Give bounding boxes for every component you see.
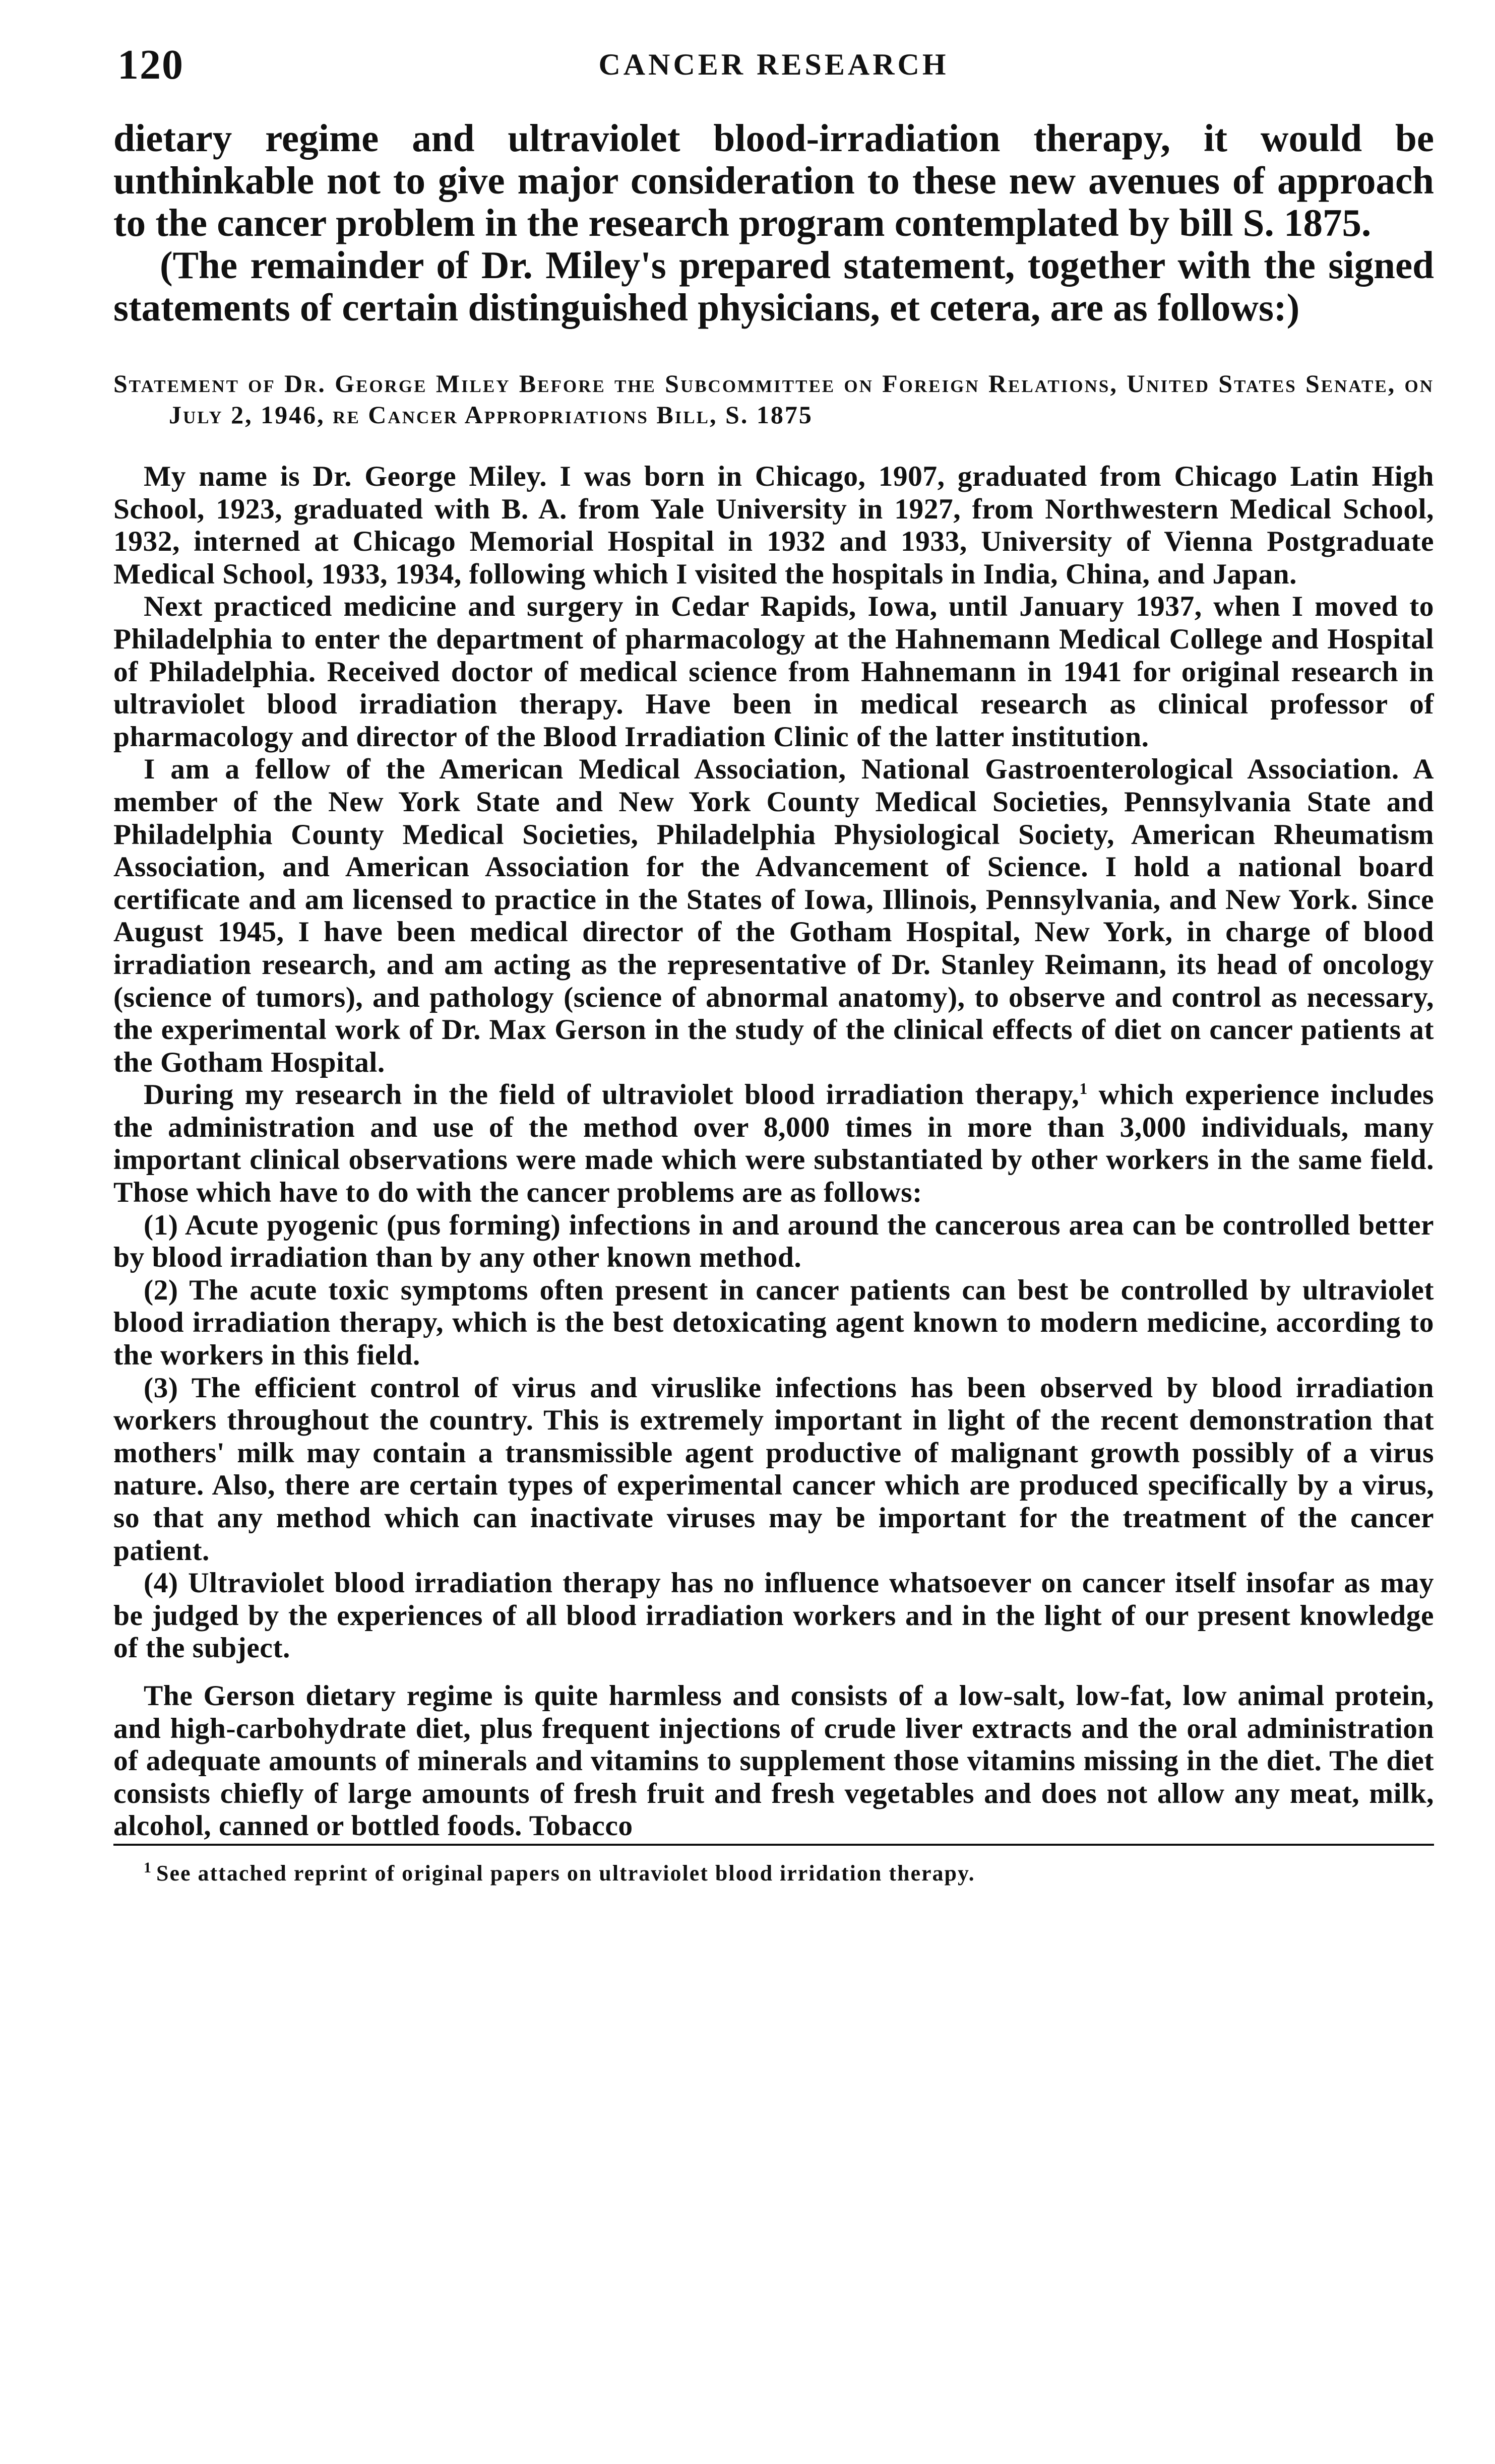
research-text: During my research in the field of ultraviolet blood irradiation therapy, — [144, 1079, 1080, 1111]
running-head — [113, 40, 1434, 96]
document-page — [113, 40, 1434, 1887]
footnote-reference: 1 — [1079, 1079, 1088, 1098]
statement-heading: Statement of Dr. George Miley Before the Subcommittee on Foreign Relations, United States Senate, on July 2, 1946, re Cancer Appropriations Bill, S. 1875 — [113, 369, 1434, 429]
lead-paragraph-remainder-note: (The remainder of Dr. Miley's prepared statement, together with the signed statements of certain distinguished physicians, et cetera, are as follows:) — [113, 243, 1434, 329]
footnote-divider — [113, 1844, 1434, 1846]
lead-section — [113, 117, 1434, 329]
observation-item-3: (3) The efficient control of virus and viruslike infections has been observed by blood irradiation workers throughout the country. This is extremely important in light of the recent demonstration that mothers' milk may contain a transmissible agent productive of malignant growth possibly of a virus nature. Also, there are certain types of experimental cancer which are produced specifically by a virus, so that any method which can inactivate viruses may be important for the treatment of the cancer patient. — [113, 1372, 1434, 1567]
research-text-rest: which experience includes the administration and use of the method over 8,000 times in more than 3,000 individuals, many important clinical observations were made which were substantiated by other workers in the same field. Those which have to do with the cancer problems are as follows: — [113, 1079, 1434, 1209]
journal-title: CANCER RESEARCH — [598, 48, 949, 81]
statement-body — [113, 461, 1434, 1843]
footnote — [113, 1860, 1434, 1887]
body-paragraph-gerson-diet: The Gerson dietary regime is quite harmless and consists of a low-salt, low-fat, low animal protein, and high-carbohydrate diet, plus frequent injections of crude liver extracts and the oral administration of adequate amounts of minerals and vitamins to supplement those vitamins missing in the diet. The diet consists chiefly of large amounts of fresh fruit and fresh vegetables and does not allow any meat, milk, alcohol, canned or bottled foods. Tobacco — [113, 1679, 1434, 1842]
observation-item-2: (2) The acute toxic symptoms often present in cancer patients can best be controlled by ultraviolet blood irradiation therapy, which is the best detoxicating agent known to modern medicine, according to the workers in this field. — [113, 1274, 1434, 1372]
footnote-text: See attached reprint of original papers on ultraviolet blood irridation therapy. — [156, 1860, 975, 1886]
body-paragraph-practice: Next practiced medicine and surgery in Cedar Rapids, Iowa, until January 1937, when I moved to Philadelphia to enter the department of pharmacology at the Hahnemann Medical College and Hospital of Philadelphia. Received doctor of medical science from Hahnemann in 1941 for original research in ultraviolet blood irradiation therapy. Have been in medical research as clinical professor of pharmacology and director of the Blood Irradiation Clinic of the latter institution. — [113, 591, 1434, 753]
observation-item-4: (4) Ultraviolet blood irradiation therapy has no influence whatsoever on cancer itself insofar as may be judged by the experiences of all blood irradiation workers and in the light of our present knowledge of the subject. — [113, 1567, 1434, 1664]
footnote-marker: 1 — [144, 1859, 152, 1876]
observation-item-1: (1) Acute pyogenic (pus forming) infections in and around the cancerous area can be controlled better by blood irradiation than by any other known method. — [113, 1209, 1434, 1274]
body-paragraph-research — [113, 1079, 1434, 1209]
body-paragraph-biography: My name is Dr. George Miley. I was born in Chicago, 1907, graduated from Chicago Latin High School, 1923, graduated with B. A. from Yale University in 1927, from Northwestern Medical School, 1932, interned at Chicago Memorial Hospital in 1932 and 1933, University of Vienna Postgraduate Medical School, 1933, 1934, following which I visited the hospitals in India, China, and Japan. — [113, 461, 1434, 590]
page-number: 120 — [117, 41, 184, 88]
lead-paragraph-continuation: dietary regime and ultraviolet blood-irradiation therapy, it would be unthinkable not to give major consideration to these new avenues of approach to the cancer problem in the research program contemplated by bill S. 1875. — [113, 116, 1434, 244]
body-paragraph-affiliations: I am a fellow of the American Medical Association, National Gastroenterological Association. A member of the New York State and New York County Medical Societies, Pennsylvania State and Philadelphia County Medical Societies, Philadelphia Physiological Society, American Rheumatism Association, and American Association for the Advancement of Science. I hold a national board certificate and am licensed to practice in the States of Iowa, Illinois, Pennsylvania, and New York. Since August 1945, I have been medical director of the Gotham Hospital, New York, in charge of blood irradiation research, and am acting as the representative of Dr. Stanley Reimann, its head of oncology (science of tumors), and pathology (science of abnormal anatomy), to observe and control as necessary, the experimental work of Dr. Max Gerson in the study of the clinical effects of diet on cancer patients at the Gotham Hospital. — [113, 753, 1434, 1078]
